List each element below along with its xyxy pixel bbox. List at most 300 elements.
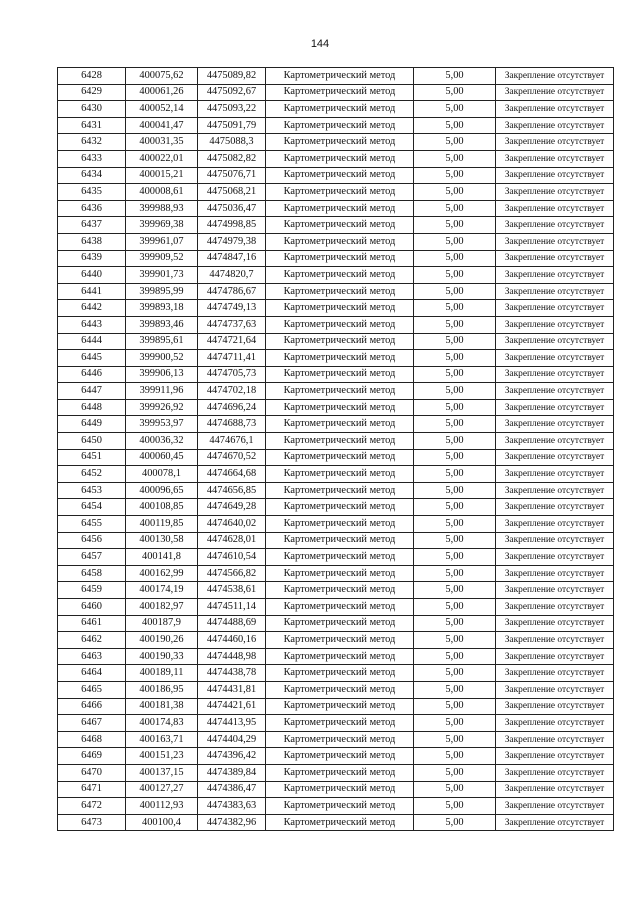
- table-row: [58, 167, 614, 184]
- y-coordinate-cell: 4474696,24: [198, 399, 266, 416]
- point-number-cell: 6461: [58, 615, 126, 632]
- precision-cell: 5,00: [414, 217, 496, 234]
- fixing-cell: Закрепление отсутствует: [496, 333, 614, 350]
- point-number-cell: 6460: [58, 599, 126, 616]
- fixing-cell: Закрепление отсутствует: [496, 217, 614, 234]
- table-row: [58, 565, 614, 582]
- fixing-cell: Закрепление отсутствует: [496, 648, 614, 665]
- table-row: [58, 316, 614, 333]
- point-number-cell: 6452: [58, 466, 126, 483]
- method-cell: Картометрический метод: [266, 200, 414, 217]
- fixing-cell: Закрепление отсутствует: [496, 117, 614, 134]
- method-cell: Картометрический метод: [266, 764, 414, 781]
- y-coordinate-cell: 4474649,28: [198, 499, 266, 516]
- table-row: [58, 615, 614, 632]
- method-cell: Картометрический метод: [266, 333, 414, 350]
- x-coordinate-cell: 400187,9: [126, 615, 198, 632]
- y-coordinate-cell: 4475092,67: [198, 84, 266, 101]
- y-coordinate-cell: 4474979,38: [198, 233, 266, 250]
- x-coordinate-cell: 399900,52: [126, 350, 198, 367]
- fixing-cell: Закрепление отсутствует: [496, 233, 614, 250]
- y-coordinate-cell: 4474676,1: [198, 433, 266, 450]
- precision-cell: 5,00: [414, 665, 496, 682]
- point-number-cell: 6447: [58, 383, 126, 400]
- point-number-cell: 6438: [58, 233, 126, 250]
- precision-cell: 5,00: [414, 615, 496, 632]
- y-coordinate-cell: 4474702,18: [198, 383, 266, 400]
- table-row: [58, 582, 614, 599]
- method-cell: Картометрический метод: [266, 350, 414, 367]
- table-row: [58, 200, 614, 217]
- method-cell: Картометрический метод: [266, 267, 414, 284]
- x-coordinate-cell: 399926,92: [126, 399, 198, 416]
- table-row: [58, 184, 614, 201]
- fixing-cell: Закрепление отсутствует: [496, 516, 614, 533]
- y-coordinate-cell: 4474664,68: [198, 466, 266, 483]
- method-cell: Картометрический метод: [266, 698, 414, 715]
- method-cell: Картометрический метод: [266, 366, 414, 383]
- y-coordinate-cell: 4475091,79: [198, 117, 266, 134]
- y-coordinate-cell: 4474488,69: [198, 615, 266, 632]
- method-cell: Картометрический метод: [266, 283, 414, 300]
- y-coordinate-cell: 4474386,47: [198, 781, 266, 798]
- precision-cell: 5,00: [414, 433, 496, 450]
- precision-cell: 5,00: [414, 68, 496, 85]
- point-number-cell: 6455: [58, 516, 126, 533]
- y-coordinate-cell: 4474705,73: [198, 366, 266, 383]
- method-cell: Картометрический метод: [266, 134, 414, 151]
- fixing-cell: Закрепление отсутствует: [496, 814, 614, 831]
- y-coordinate-cell: 4474396,42: [198, 748, 266, 765]
- precision-cell: 5,00: [414, 648, 496, 665]
- point-number-cell: 6469: [58, 748, 126, 765]
- x-coordinate-cell: 399969,38: [126, 217, 198, 234]
- fixing-cell: Закрепление отсутствует: [496, 283, 614, 300]
- x-coordinate-cell: 399895,99: [126, 283, 198, 300]
- fixing-cell: Закрепление отсутствует: [496, 416, 614, 433]
- point-number-cell: 6453: [58, 482, 126, 499]
- precision-cell: 5,00: [414, 316, 496, 333]
- fixing-cell: Закрепление отсутствует: [496, 433, 614, 450]
- fixing-cell: Закрепление отсутствует: [496, 632, 614, 649]
- method-cell: Картометрический метод: [266, 167, 414, 184]
- point-number-cell: 6458: [58, 565, 126, 582]
- fixing-cell: Закрепление отсутствует: [496, 399, 614, 416]
- y-coordinate-cell: 4474670,52: [198, 449, 266, 466]
- table-row: [58, 283, 614, 300]
- table-row: [58, 516, 614, 533]
- precision-cell: 5,00: [414, 350, 496, 367]
- table-row: [58, 731, 614, 748]
- y-coordinate-cell: 4474438,78: [198, 665, 266, 682]
- y-coordinate-cell: 4474640,02: [198, 516, 266, 533]
- point-number-cell: 6473: [58, 814, 126, 831]
- table-row: [58, 814, 614, 831]
- precision-cell: 5,00: [414, 200, 496, 217]
- fixing-cell: Закрепление отсутствует: [496, 499, 614, 516]
- y-coordinate-cell: 4474998,85: [198, 217, 266, 234]
- y-coordinate-cell: 4475068,21: [198, 184, 266, 201]
- y-coordinate-cell: 4474566,82: [198, 565, 266, 582]
- method-cell: Картометрический метод: [266, 549, 414, 566]
- y-coordinate-cell: 4475076,71: [198, 167, 266, 184]
- table-row: [58, 383, 614, 400]
- x-coordinate-cell: 399901,73: [126, 267, 198, 284]
- x-coordinate-cell: 400163,71: [126, 731, 198, 748]
- table-row: [58, 433, 614, 450]
- y-coordinate-cell: 4474538,61: [198, 582, 266, 599]
- point-number-cell: 6464: [58, 665, 126, 682]
- precision-cell: 5,00: [414, 383, 496, 400]
- point-number-cell: 6434: [58, 167, 126, 184]
- fixing-cell: Закрепление отсутствует: [496, 316, 614, 333]
- point-number-cell: 6443: [58, 316, 126, 333]
- method-cell: Картометрический метод: [266, 68, 414, 85]
- table-row: [58, 300, 614, 317]
- precision-cell: 5,00: [414, 599, 496, 616]
- table-row: [58, 632, 614, 649]
- method-cell: Картометрический метод: [266, 748, 414, 765]
- x-coordinate-cell: 399895,61: [126, 333, 198, 350]
- fixing-cell: Закрепление отсутствует: [496, 665, 614, 682]
- fixing-cell: Закрепление отсутствует: [496, 350, 614, 367]
- x-coordinate-cell: 399988,93: [126, 200, 198, 217]
- fixing-cell: Закрепление отсутствует: [496, 615, 614, 632]
- fixing-cell: Закрепление отсутствует: [496, 731, 614, 748]
- fixing-cell: Закрепление отсутствует: [496, 449, 614, 466]
- precision-cell: 5,00: [414, 283, 496, 300]
- precision-cell: 5,00: [414, 333, 496, 350]
- point-number-cell: 6472: [58, 798, 126, 815]
- y-coordinate-cell: 4474656,85: [198, 482, 266, 499]
- precision-cell: 5,00: [414, 399, 496, 416]
- method-cell: Картометрический метод: [266, 449, 414, 466]
- y-coordinate-cell: 4474382,96: [198, 814, 266, 831]
- x-coordinate-cell: 400036,32: [126, 433, 198, 450]
- y-coordinate-cell: 4475089,82: [198, 68, 266, 85]
- fixing-cell: Закрепление отсутствует: [496, 134, 614, 151]
- method-cell: Картометрический метод: [266, 731, 414, 748]
- method-cell: Картометрический метод: [266, 433, 414, 450]
- fixing-cell: Закрепление отсутствует: [496, 599, 614, 616]
- precision-cell: 5,00: [414, 466, 496, 483]
- precision-cell: 5,00: [414, 532, 496, 549]
- method-cell: Картометрический метод: [266, 814, 414, 831]
- fixing-cell: Закрепление отсутствует: [496, 250, 614, 267]
- precision-cell: 5,00: [414, 681, 496, 698]
- precision-cell: 5,00: [414, 150, 496, 167]
- precision-cell: 5,00: [414, 449, 496, 466]
- fixing-cell: Закрепление отсутствует: [496, 798, 614, 815]
- method-cell: Картометрический метод: [266, 150, 414, 167]
- fixing-cell: Закрепление отсутствует: [496, 549, 614, 566]
- fixing-cell: Закрепление отсутствует: [496, 267, 614, 284]
- fixing-cell: Закрепление отсутствует: [496, 698, 614, 715]
- y-coordinate-cell: 4475093,22: [198, 101, 266, 118]
- x-coordinate-cell: 400181,38: [126, 698, 198, 715]
- point-number-cell: 6450: [58, 433, 126, 450]
- fixing-cell: Закрепление отсутствует: [496, 383, 614, 400]
- fixing-cell: Закрепление отсутствует: [496, 764, 614, 781]
- point-number-cell: 6432: [58, 134, 126, 151]
- y-coordinate-cell: 4475082,82: [198, 150, 266, 167]
- point-number-cell: 6440: [58, 267, 126, 284]
- precision-cell: 5,00: [414, 167, 496, 184]
- y-coordinate-cell: 4475088,3: [198, 134, 266, 151]
- table-row: [58, 599, 614, 616]
- precision-cell: 5,00: [414, 632, 496, 649]
- fixing-cell: Закрепление отсутствует: [496, 167, 614, 184]
- precision-cell: 5,00: [414, 300, 496, 317]
- method-cell: Картометрический метод: [266, 217, 414, 234]
- x-coordinate-cell: 400190,26: [126, 632, 198, 649]
- x-coordinate-cell: 400015,21: [126, 167, 198, 184]
- method-cell: Картометрический метод: [266, 499, 414, 516]
- method-cell: Картометрический метод: [266, 482, 414, 499]
- point-number-cell: 6451: [58, 449, 126, 466]
- precision-cell: 5,00: [414, 731, 496, 748]
- table-row: [58, 250, 614, 267]
- precision-cell: 5,00: [414, 781, 496, 798]
- x-coordinate-cell: 399911,96: [126, 383, 198, 400]
- x-coordinate-cell: 400141,8: [126, 549, 198, 566]
- x-coordinate-cell: 400186,95: [126, 681, 198, 698]
- table-row: [58, 499, 614, 516]
- x-coordinate-cell: 399909,52: [126, 250, 198, 267]
- precision-cell: 5,00: [414, 366, 496, 383]
- method-cell: Картометрический метод: [266, 250, 414, 267]
- table-row: [58, 549, 614, 566]
- x-coordinate-cell: 400078,1: [126, 466, 198, 483]
- table-row: [58, 333, 614, 350]
- y-coordinate-cell: 4474460,16: [198, 632, 266, 649]
- page-number: 144: [310, 38, 330, 50]
- y-coordinate-cell: 4475036,47: [198, 200, 266, 217]
- coordinates-table-body: [58, 68, 614, 831]
- table-row: [58, 84, 614, 101]
- table-row: [58, 698, 614, 715]
- x-coordinate-cell: 399906,13: [126, 366, 198, 383]
- point-number-cell: 6465: [58, 681, 126, 698]
- x-coordinate-cell: 400174,19: [126, 582, 198, 599]
- table-row: [58, 715, 614, 732]
- y-coordinate-cell: 4474413,95: [198, 715, 266, 732]
- point-number-cell: 6437: [58, 217, 126, 234]
- y-coordinate-cell: 4474711,41: [198, 350, 266, 367]
- table-row: [58, 748, 614, 765]
- point-number-cell: 6436: [58, 200, 126, 217]
- table-row: [58, 466, 614, 483]
- precision-cell: 5,00: [414, 134, 496, 151]
- point-number-cell: 6428: [58, 68, 126, 85]
- x-coordinate-cell: 400182,97: [126, 599, 198, 616]
- fixing-cell: Закрепление отсутствует: [496, 681, 614, 698]
- fixing-cell: Закрепление отсутствует: [496, 84, 614, 101]
- x-coordinate-cell: 400112,93: [126, 798, 198, 815]
- fixing-cell: Закрепление отсутствует: [496, 532, 614, 549]
- method-cell: Картометрический метод: [266, 798, 414, 815]
- method-cell: Картометрический метод: [266, 466, 414, 483]
- x-coordinate-cell: 400008,61: [126, 184, 198, 201]
- method-cell: Картометрический метод: [266, 233, 414, 250]
- precision-cell: 5,00: [414, 715, 496, 732]
- fixing-cell: Закрепление отсутствует: [496, 366, 614, 383]
- x-coordinate-cell: 400127,27: [126, 781, 198, 798]
- point-number-cell: 6433: [58, 150, 126, 167]
- precision-cell: 5,00: [414, 516, 496, 533]
- method-cell: Картометрический метод: [266, 681, 414, 698]
- table-row: [58, 416, 614, 433]
- table-row: [58, 233, 614, 250]
- method-cell: Картометрический метод: [266, 184, 414, 201]
- table-row: [58, 648, 614, 665]
- x-coordinate-cell: 400052,14: [126, 101, 198, 118]
- fixing-cell: Закрепление отсутствует: [496, 300, 614, 317]
- table-row: [58, 68, 614, 85]
- y-coordinate-cell: 4474389,84: [198, 764, 266, 781]
- point-number-cell: 6471: [58, 781, 126, 798]
- point-number-cell: 6454: [58, 499, 126, 516]
- precision-cell: 5,00: [414, 267, 496, 284]
- method-cell: Картометрический метод: [266, 383, 414, 400]
- precision-cell: 5,00: [414, 549, 496, 566]
- method-cell: Картометрический метод: [266, 781, 414, 798]
- y-coordinate-cell: 4474786,67: [198, 283, 266, 300]
- precision-cell: 5,00: [414, 565, 496, 582]
- x-coordinate-cell: 400060,45: [126, 449, 198, 466]
- fixing-cell: Закрепление отсутствует: [496, 482, 614, 499]
- fixing-cell: Закрепление отсутствует: [496, 200, 614, 217]
- fixing-cell: Закрепление отсутствует: [496, 748, 614, 765]
- y-coordinate-cell: 4474610,54: [198, 549, 266, 566]
- x-coordinate-cell: 400119,85: [126, 516, 198, 533]
- fixing-cell: Закрепление отсутствует: [496, 184, 614, 201]
- precision-cell: 5,00: [414, 250, 496, 267]
- y-coordinate-cell: 4474421,61: [198, 698, 266, 715]
- y-coordinate-cell: 4474404,29: [198, 731, 266, 748]
- point-number-cell: 6445: [58, 350, 126, 367]
- y-coordinate-cell: 4474749,13: [198, 300, 266, 317]
- precision-cell: 5,00: [414, 798, 496, 815]
- table-row: [58, 366, 614, 383]
- method-cell: Картометрический метод: [266, 665, 414, 682]
- point-number-cell: 6448: [58, 399, 126, 416]
- y-coordinate-cell: 4474721,64: [198, 333, 266, 350]
- x-coordinate-cell: 399893,18: [126, 300, 198, 317]
- precision-cell: 5,00: [414, 184, 496, 201]
- method-cell: Картометрический метод: [266, 648, 414, 665]
- point-number-cell: 6456: [58, 532, 126, 549]
- method-cell: Картометрический метод: [266, 516, 414, 533]
- table-row: [58, 350, 614, 367]
- table-row: [58, 764, 614, 781]
- x-coordinate-cell: 400189,11: [126, 665, 198, 682]
- precision-cell: 5,00: [414, 84, 496, 101]
- precision-cell: 5,00: [414, 233, 496, 250]
- method-cell: Картометрический метод: [266, 715, 414, 732]
- precision-cell: 5,00: [414, 482, 496, 499]
- fixing-cell: Закрепление отсутствует: [496, 715, 614, 732]
- table-row: [58, 532, 614, 549]
- precision-cell: 5,00: [414, 582, 496, 599]
- x-coordinate-cell: 399893,46: [126, 316, 198, 333]
- precision-cell: 5,00: [414, 748, 496, 765]
- y-coordinate-cell: 4474820,7: [198, 267, 266, 284]
- method-cell: Картометрический метод: [266, 615, 414, 632]
- x-coordinate-cell: 400130,58: [126, 532, 198, 549]
- table-row: [58, 449, 614, 466]
- point-number-cell: 6430: [58, 101, 126, 118]
- fixing-cell: Закрепление отсутствует: [496, 565, 614, 582]
- point-number-cell: 6462: [58, 632, 126, 649]
- point-number-cell: 6439: [58, 250, 126, 267]
- y-coordinate-cell: 4474737,63: [198, 316, 266, 333]
- point-number-cell: 6446: [58, 366, 126, 383]
- x-coordinate-cell: 400151,23: [126, 748, 198, 765]
- method-cell: Картометрический метод: [266, 399, 414, 416]
- y-coordinate-cell: 4474448,98: [198, 648, 266, 665]
- point-number-cell: 6442: [58, 300, 126, 317]
- y-coordinate-cell: 4474431,81: [198, 681, 266, 698]
- y-coordinate-cell: 4474383,63: [198, 798, 266, 815]
- x-coordinate-cell: 400162,99: [126, 565, 198, 582]
- x-coordinate-cell: 400041,47: [126, 117, 198, 134]
- table-row: [58, 101, 614, 118]
- point-number-cell: 6466: [58, 698, 126, 715]
- x-coordinate-cell: 400137,15: [126, 764, 198, 781]
- precision-cell: 5,00: [414, 117, 496, 134]
- table-row: [58, 798, 614, 815]
- fixing-cell: Закрепление отсутствует: [496, 582, 614, 599]
- table-row: [58, 399, 614, 416]
- table-row: [58, 117, 614, 134]
- fixing-cell: Закрепление отсутствует: [496, 781, 614, 798]
- y-coordinate-cell: 4474688,73: [198, 416, 266, 433]
- x-coordinate-cell: 399953,97: [126, 416, 198, 433]
- x-coordinate-cell: 400108,85: [126, 499, 198, 516]
- table-row: [58, 781, 614, 798]
- precision-cell: 5,00: [414, 499, 496, 516]
- precision-cell: 5,00: [414, 764, 496, 781]
- x-coordinate-cell: 400031,35: [126, 134, 198, 151]
- point-number-cell: 6457: [58, 549, 126, 566]
- fixing-cell: Закрепление отсутствует: [496, 101, 614, 118]
- method-cell: Картометрический метод: [266, 565, 414, 582]
- precision-cell: 5,00: [414, 814, 496, 831]
- precision-cell: 5,00: [414, 416, 496, 433]
- y-coordinate-cell: 4474628,01: [198, 532, 266, 549]
- y-coordinate-cell: 4474511,14: [198, 599, 266, 616]
- x-coordinate-cell: 400174,83: [126, 715, 198, 732]
- point-number-cell: 6459: [58, 582, 126, 599]
- precision-cell: 5,00: [414, 101, 496, 118]
- method-cell: Картометрический метод: [266, 117, 414, 134]
- point-number-cell: 6470: [58, 764, 126, 781]
- method-cell: Картометрический метод: [266, 101, 414, 118]
- x-coordinate-cell: 400096,65: [126, 482, 198, 499]
- point-number-cell: 6435: [58, 184, 126, 201]
- table-row: [58, 134, 614, 151]
- method-cell: Картометрический метод: [266, 316, 414, 333]
- x-coordinate-cell: 400061,26: [126, 84, 198, 101]
- table-row: [58, 217, 614, 234]
- fixing-cell: Закрепление отсутствует: [496, 466, 614, 483]
- point-number-cell: 6444: [58, 333, 126, 350]
- x-coordinate-cell: 400190,33: [126, 648, 198, 665]
- method-cell: Картометрический метод: [266, 300, 414, 317]
- point-number-cell: 6431: [58, 117, 126, 134]
- table-row: [58, 150, 614, 167]
